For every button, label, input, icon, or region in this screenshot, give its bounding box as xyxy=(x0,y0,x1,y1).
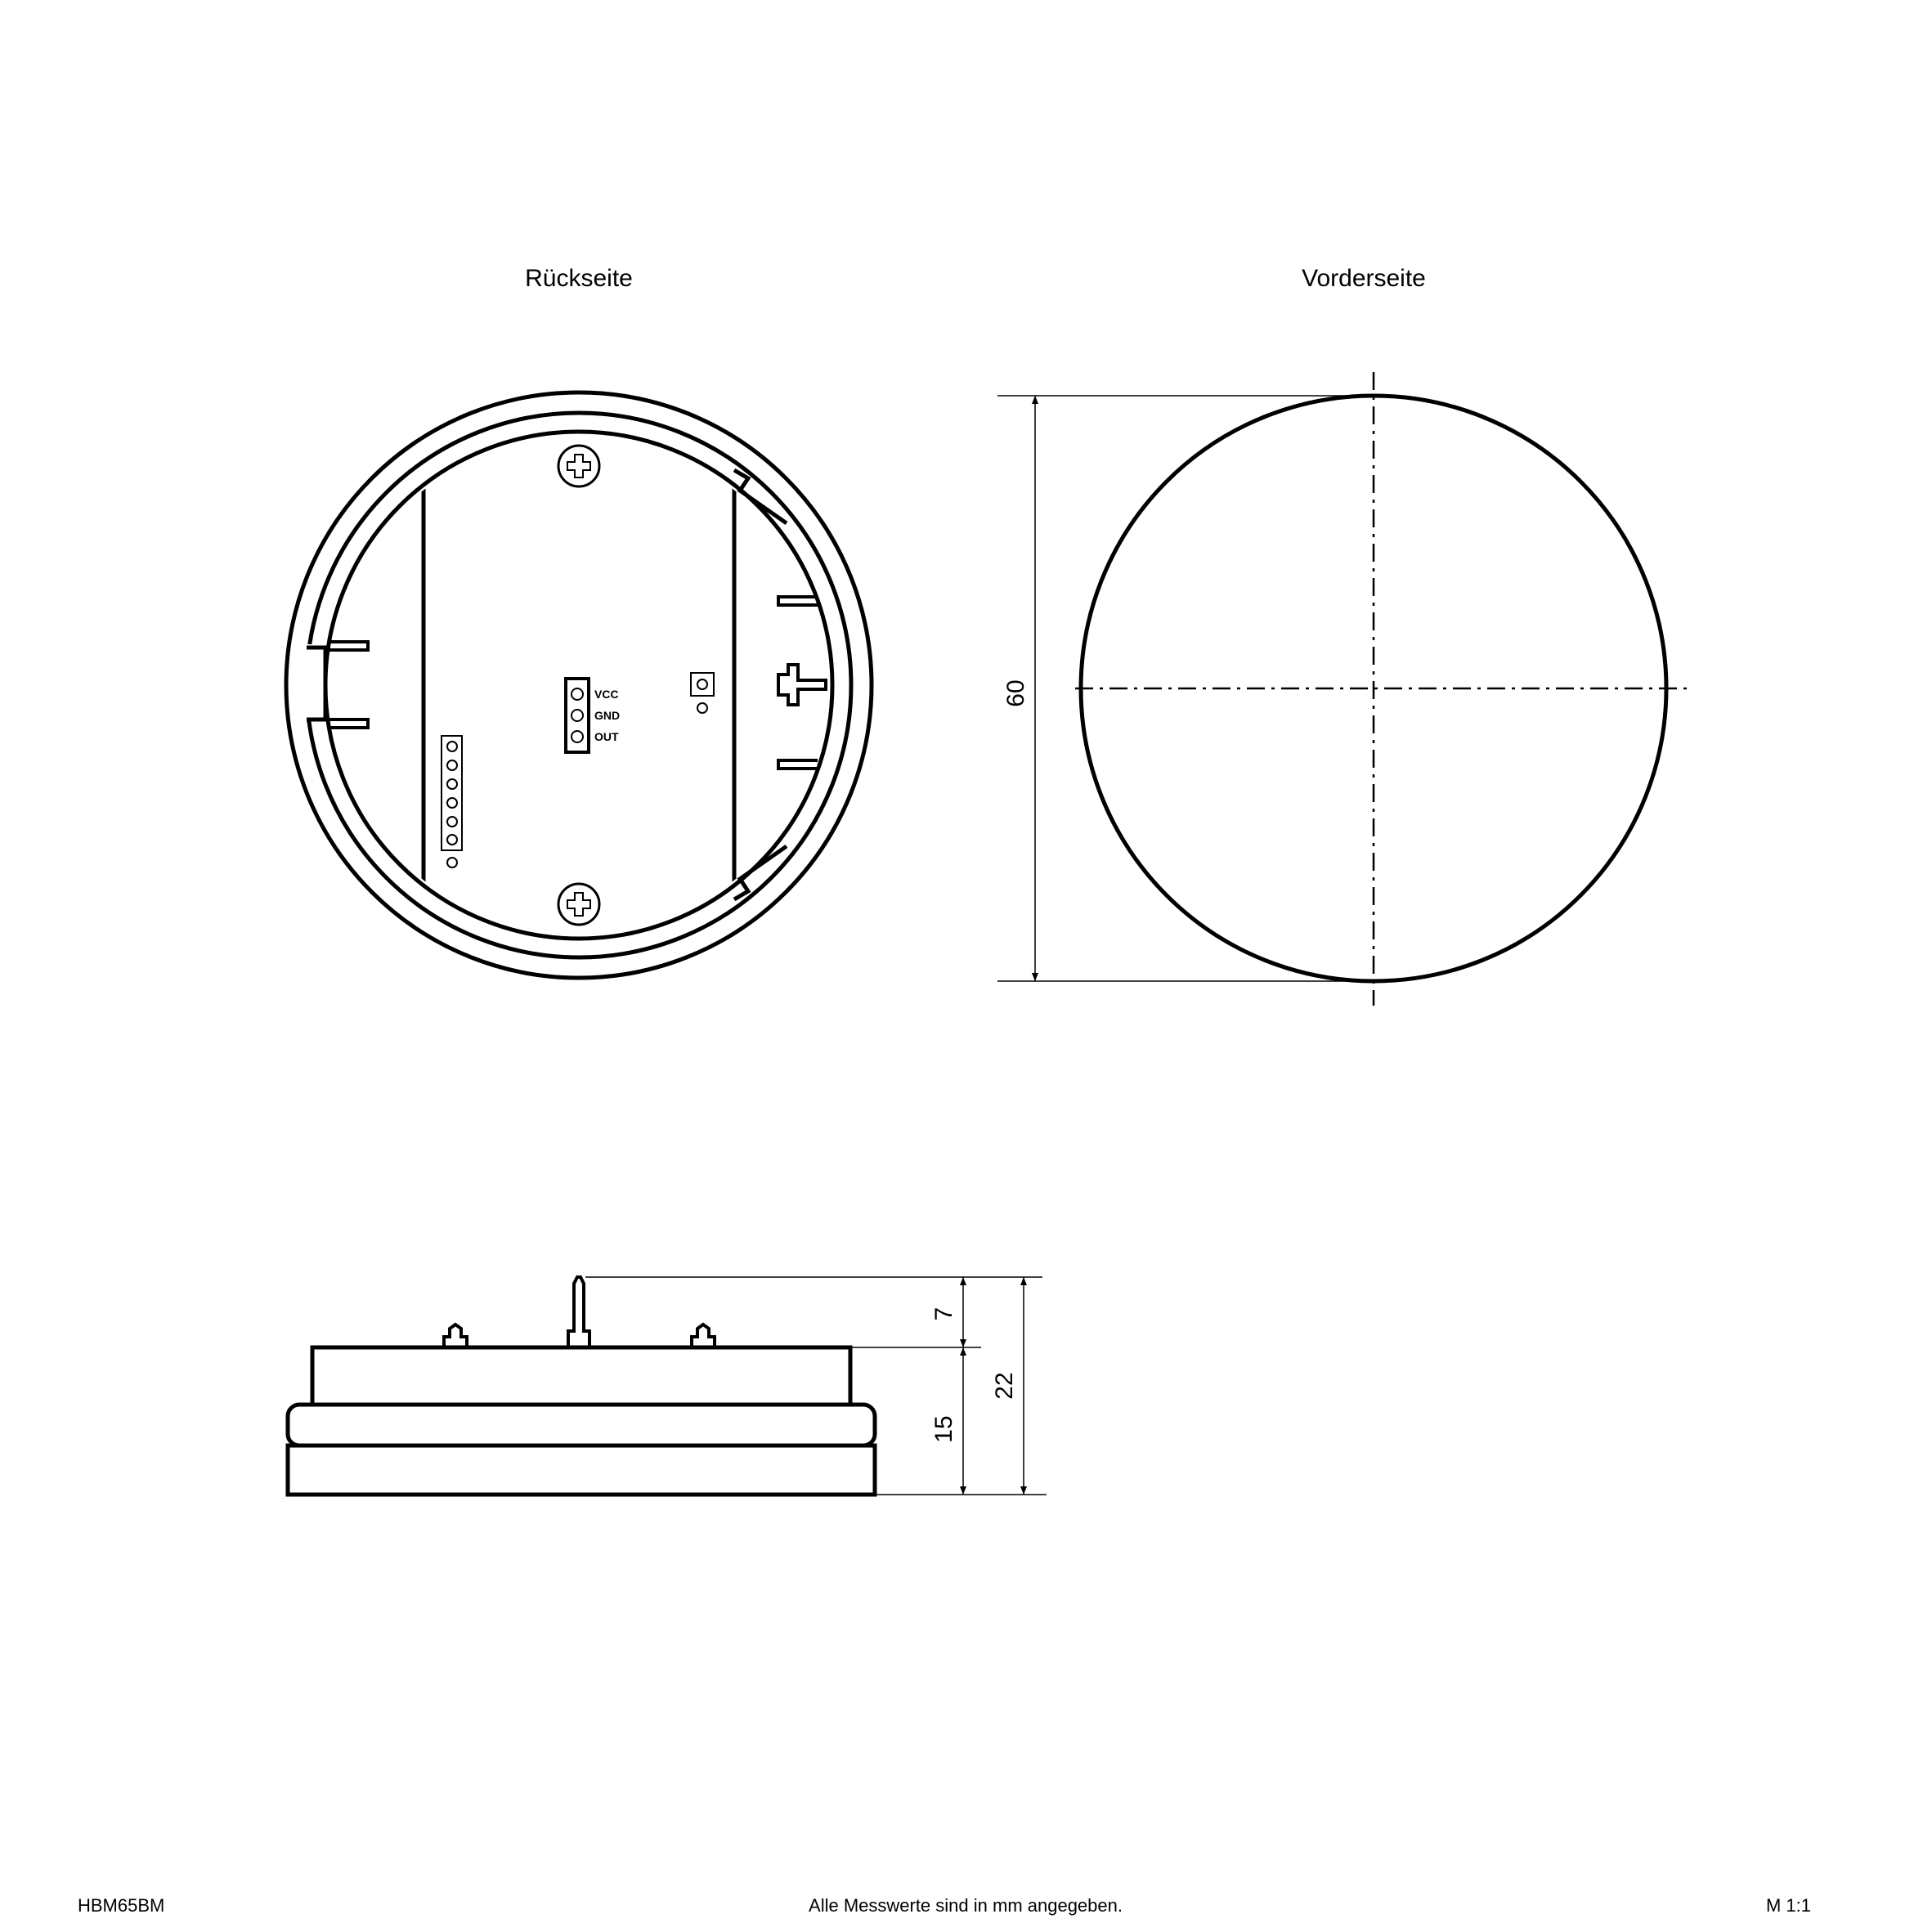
pin-hole xyxy=(447,858,457,867)
pin-hole xyxy=(447,798,457,808)
body-height-value: 15 xyxy=(930,1415,957,1443)
back-view-title: Rückseite xyxy=(525,265,633,292)
pin-hole xyxy=(572,710,583,721)
upper-right-notch xyxy=(734,470,787,523)
middle-housing-ring xyxy=(307,413,851,957)
programming-header xyxy=(442,736,462,867)
side-left-latch xyxy=(444,1325,467,1347)
measurement-note: Alle Messwerte sind in mm angegeben. xyxy=(809,1895,1123,1916)
back-view xyxy=(286,392,872,978)
left-upper-latch xyxy=(329,642,368,650)
front-view xyxy=(997,372,1692,1006)
via-hole xyxy=(697,703,707,713)
side-view xyxy=(288,1277,1047,1495)
pin-label-gnd: GND xyxy=(594,709,621,722)
side-base xyxy=(288,1446,875,1495)
right-upper-latch xyxy=(778,597,818,605)
smd-component xyxy=(691,673,714,696)
pin-hole xyxy=(447,817,457,827)
pin-hole xyxy=(447,760,457,770)
component-pad xyxy=(697,679,707,689)
pin-hole xyxy=(572,688,583,700)
inner-housing-ring xyxy=(325,432,832,939)
pin-hole xyxy=(447,779,457,789)
pin-label-vcc: VCC xyxy=(594,688,619,701)
pin-label-out: OUT xyxy=(594,730,619,743)
side-right-latch xyxy=(692,1325,715,1347)
pin-hole xyxy=(447,835,457,845)
side-flange xyxy=(288,1405,875,1446)
left-lower-latch xyxy=(329,719,368,728)
total-height-value: 22 xyxy=(991,1372,1018,1400)
left-notch-mask xyxy=(301,644,325,718)
product-code: HBM65BM xyxy=(78,1895,165,1916)
front-view-title: Vorderseite xyxy=(1302,265,1426,292)
right-lower-latch xyxy=(778,760,818,769)
pin-header-connector xyxy=(566,679,589,752)
diameter-dimension-value: 60 xyxy=(1002,679,1029,707)
pin-hole xyxy=(572,731,583,742)
side-center-pin xyxy=(568,1277,589,1347)
top-screw-icon xyxy=(558,446,599,486)
pin-hole xyxy=(447,742,457,751)
scale-label: M 1:1 xyxy=(1765,1895,1811,1916)
bottom-screw-icon xyxy=(558,884,599,925)
pin-height-value: 7 xyxy=(930,1307,957,1321)
right-terminal-contact xyxy=(778,665,826,705)
side-upper-body xyxy=(312,1347,850,1405)
